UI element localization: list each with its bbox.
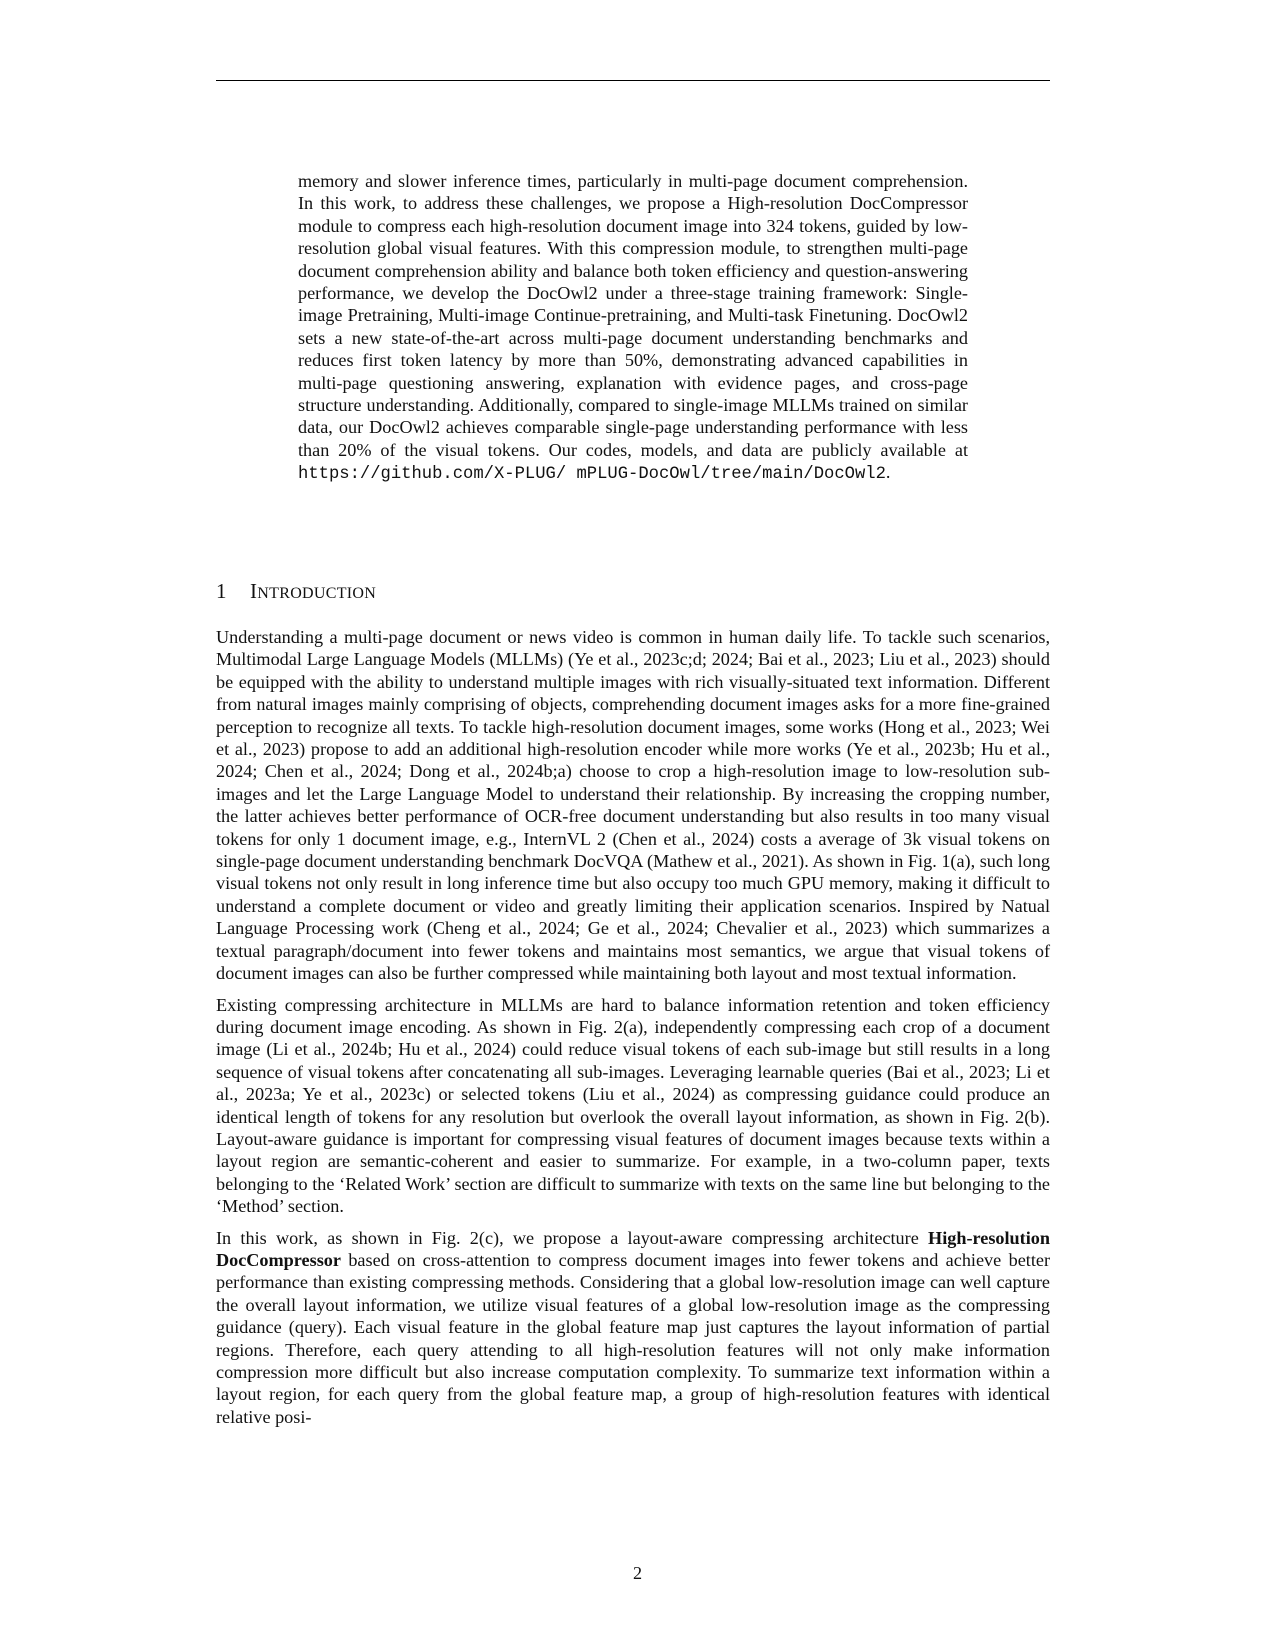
bold-term: High-resolution DocCompressor [216,1227,1050,1270]
introduction-body [216,626,1050,1437]
paragraph-text: In this work, as shown in Fig. 2(c), we propose a layout-aware compressing architecture [216,1227,929,1248]
section-heading-introduction [216,578,1050,607]
section-title-initial: I [250,579,258,603]
abstract-text-end: . [885,462,891,483]
paragraph: Understanding a multi-page document or news video is common in human daily life. To tackle such scenarios, Multimodal Large Language Models (MLLMs) (Ye et al., 2023c;d; 2024; Bai et al., 2023; Liu et al., 2023) should be equipped with the ability to understand multiple images with rich visually-situated text information. Different from natural images mainly comprising of objects, comprehending document images asks for a more fine-grained perception to recognize all texts. To tackle high-resolution document images, some works (Hong et al., 2023; Wei et al., 2023) propose to add an additional high-resolution encoder while more works (Ye et al., 2023b; Hu et al., 2024; Chen et al., 2024; Dong et al., 2024b;a) choose to crop a high-resolution image to low-resolution sub-images and let the Large Language Model to understand their relationship. By increasing the cropping number, the latter achieves better performance of OCR-free document understanding but also results in too many visual tokens for only 1 document image, e.g., InternVL 2 (Chen et al., 2024) costs a average of 3k visual tokens on single-page document understanding benchmark DocVQA (Mathew et al., 2021). As shown in Fig. 1(a), such long visual tokens not only result in long inference time but also occupy too much GPU memory, making it difficult to understand a complete document or video and greatly limiting their application scenarios. Inspired by Natual Language Processing work (Cheng et al., 2024; Ge et al., 2024; Chevalier et al., 2023) which summarizes a textual paragraph/document into fewer tokens and maintains most semantics, we argue that visual tokens of document images can also be further compressed while maintaining both layout and most textual information. [216,627,1050,984]
paragraph-text: based on cross-attention to compress document images into fewer tokens and achieve better performance than existing compressing methods. Considering that a global low-resolution image can well capture the overall layout information, we utilize visual features of a global low-resolution image as the compressing guidance (query). Each visual feature in the global feature map just captures the layout information of partial regions. Therefore, each query attending to all high-resolution features will not only make information compression more difficult but also increase computation complexity. To summarize text information within a layout region, for each query from the global feature map, a group of high-resolution features with identical relative posi- [216,1249,1050,1427]
section-title-rest: NTRODUCTION [257,585,377,602]
abstract-paragraph [298,170,968,487]
page-number: 2 [632,1563,643,1583]
abstract-text: memory and slower inference times, particularly in multi-page document comprehension. In this work, to address these challenges, we propose a High-resolution DocCompressor module to compress each high-resolution document image into 324 tokens, guided by low-resolution global visual features. With this compression module, to strengthen multi-page document comprehension ability and balance both token efficiency and question-answering performance, we develop the DocOwl2 under a three-stage training framework: Single-image Pretraining, Multi-image Continue-pretraining, and Multi-task Finetuning. DocOwl2 sets a new state-of-the-art across multi-page document understanding benchmarks and reduces first token latency by more than 50%, demonstrating advanced capabilities in multi-page questioning answering, explanation with evidence pages, and cross-page structure understanding. Additionally, compared to single-image MLLMs trained on similar data, our DocOwl2 achieves comparable single-page understanding performance with less than 20% of the visual tokens. Our codes, models, and data are publicly available at [298,171,968,460]
github-link[interactable]: https://github.com/X-PLUG/ mPLUG-DocOwl/tree/main/DocOwl2 [298,465,886,485]
section-number: 1 [216,579,227,603]
header-rule [216,80,1050,81]
paragraph: Existing compressing architecture in MLLMs are hard to balance information retention and token efficiency during document image encoding. As shown in Fig. 2(a), independently compressing each crop of a document image (Li et al., 2024b; Hu et al., 2024) could reduce visual tokens of each sub-image but still results in a long sequence of visual tokens after concatenating all sub-images. Leveraging learnable queries (Bai et al., 2023; Li et al., 2023a; Ye et al., 2023c) or selected tokens (Liu et al., 2024) as compressing guidance could produce an identical length of tokens for any resolution but overlook the overall layout information, as shown in Fig. 2(b). Layout-aware guidance is important for compressing visual features of document images because texts within a layout region are semantic-coherent and easier to summarize. For example, in a two-column paper, texts belonging to the ‘Related Work’ section are difficult to summarize with texts on the same line but belonging to the ‘Method’ section. [216,994,1050,1217]
paragraph [216,1227,1050,1429]
